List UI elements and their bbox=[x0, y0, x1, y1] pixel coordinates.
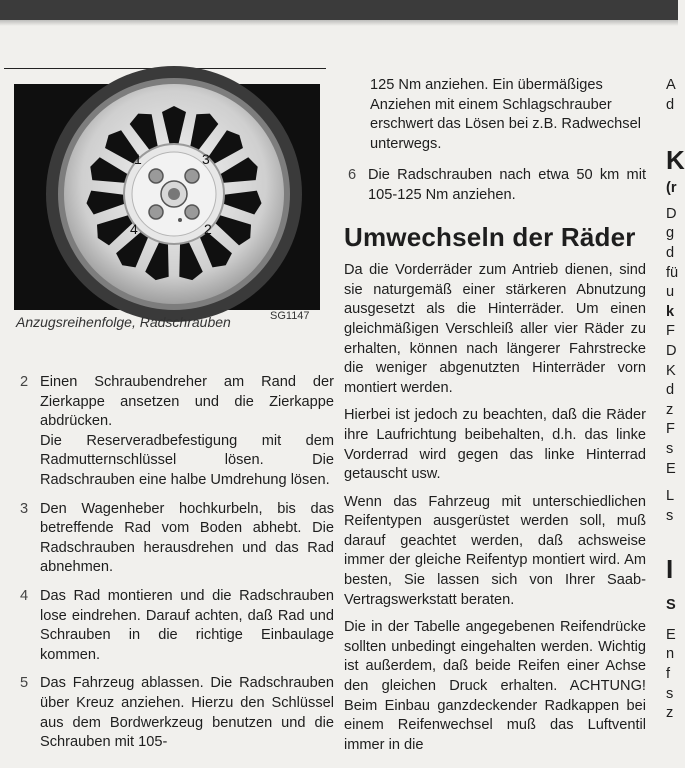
step-number: 3 bbox=[20, 500, 29, 517]
alloy-wheel-image bbox=[14, 84, 320, 310]
right-fragment bbox=[666, 115, 678, 145]
right-fragment: d bbox=[666, 244, 675, 261]
left-column bbox=[16, 373, 334, 762]
right-fragment bbox=[666, 526, 678, 540]
right-fragment bbox=[666, 540, 678, 554]
step-4 bbox=[16, 587, 334, 665]
right-fragment: s bbox=[666, 685, 674, 702]
right-fragment: g bbox=[666, 225, 675, 242]
right-fragment: z bbox=[666, 705, 674, 722]
step-text: Die Reserveradbefestigung mit dem Radmutternschlüssel lösen. Die Radschrauben eine halbe Umdrehung lösen. bbox=[40, 432, 334, 488]
step-6 bbox=[344, 166, 646, 205]
right-fragment: d bbox=[666, 96, 675, 113]
right-fragment: fü bbox=[666, 264, 679, 281]
step-number: 2 bbox=[20, 374, 29, 390]
right-column-cutoff bbox=[666, 76, 685, 724]
right-fragment: F bbox=[666, 421, 675, 438]
bolt-label-4: 4 bbox=[130, 221, 138, 237]
body-paragraph: Hierbei ist jedoch zu beachten, daß die Räder ihre Laufrichtung beibehalten, d.h. das linke Vorderrad wird gegen das linke Hinterrad getauscht usw. bbox=[344, 407, 646, 483]
step-text: Den Wagenheber hochkurbeln, bis das betreffende Rad vom Boden abhebt. Die Radschrauben herausdrehen und das Rad abnehmen. bbox=[40, 500, 334, 576]
figure-code: SG1147 bbox=[270, 310, 310, 322]
right-fragment: d bbox=[666, 382, 675, 399]
step-number: 6 bbox=[348, 167, 357, 184]
body-paragraph: Da die Vorderräder zum Antrieb dienen, sind sie naturgemäß einer stärkeren Abnutzung ausgesetzt als die Hinterräder. Um einen gleichmäßigen Verschleiß aller vier Räder zu erhalten, können nach längerer Fahrstrecke die weniger abgenutzten Hinterräder vorn montiert werden. bbox=[344, 262, 646, 396]
step-2 bbox=[16, 373, 334, 491]
step-5-continuation: 125 Nm anziehen. Ein übermäßiges Anziehen mit einem Schlagschrauber erschwert das Lösen bei z.B. Radwechsel unterwegs. bbox=[370, 77, 641, 152]
body-paragraph: Die in der Tabelle angegebenen Reifendrücke sollten unbedingt eingehalten werden. Wichtig ist außerdem, daß beide Reifen einer Achse den gleichen Druck erhalten. ACHTUNG! Beim Einbau ganzdeckender Radkappen bei einem Reifenwechsel muß das Luftventil immer in die bbox=[344, 619, 646, 753]
right-fragment: s bbox=[666, 507, 674, 524]
body-paragraph: Wenn das Fahrzeug mit unterschiedlichen Reifentypen ausgerüstet werden soll, muß darauf geachtet werden, daß achsweise immer der gleiche Reifentyp montiert wird. Am besten, Sie lassen sich von Ihrer Saab-Vertragswerkstatt beraten. bbox=[344, 493, 646, 608]
right-fragment: K bbox=[666, 362, 676, 379]
right-fragment: D bbox=[666, 205, 677, 222]
figure-caption: Anzugsreihenfolge, Radschrauben bbox=[16, 314, 231, 330]
right-fragment: E bbox=[666, 626, 676, 643]
middle-column bbox=[344, 76, 646, 763]
right-fragment bbox=[666, 584, 678, 596]
right-fragment: f bbox=[666, 666, 671, 683]
wheel-photo bbox=[14, 84, 320, 310]
step-3 bbox=[16, 500, 334, 578]
bolt-label-2: 2 bbox=[204, 221, 212, 237]
right-fragment bbox=[666, 616, 678, 626]
right-fragment: F bbox=[666, 323, 675, 340]
right-fragment bbox=[666, 479, 678, 487]
right-fragment: L bbox=[666, 488, 675, 505]
section-heading: Umwechseln der Räder bbox=[344, 221, 636, 252]
right-fragment: E bbox=[666, 460, 676, 477]
right-fragment: n bbox=[666, 646, 675, 663]
right-fragment: S bbox=[666, 597, 676, 614]
bolt-label-3: 3 bbox=[202, 151, 210, 167]
step-5 bbox=[16, 674, 334, 752]
step-text: Einen Schraubendreher am Rand der Zierkappe ansetzen und die Zierkappe abdrücken. bbox=[40, 374, 334, 430]
step-text: Das Rad montieren und die Radschrauben lose eindrehen. Darauf achten, daß Rad und Schrauben in die richtige Einbaulage kommen. bbox=[40, 587, 334, 663]
top-border-shadow bbox=[0, 20, 678, 26]
right-fragment: u bbox=[666, 284, 675, 301]
right-heading-fragment: I bbox=[666, 554, 674, 585]
right-fragment: (r bbox=[666, 180, 677, 197]
right-fragment: z bbox=[666, 401, 674, 418]
step-text: Die Radschrauben nach etwa 50 km mit 105-125 Nm anziehen. bbox=[368, 167, 646, 203]
right-heading-fragment: K bbox=[666, 145, 685, 176]
right-fragment: A bbox=[666, 77, 676, 93]
step-number: 5 bbox=[20, 675, 29, 692]
top-border bbox=[0, 0, 678, 20]
step-text: Das Fahrzeug ablassen. Die Radschrauben über Kreuz anziehen. Hierzu den Schlüssel aus dem Bordwerkzeug benutzen und die Schrauben mit 105- bbox=[40, 675, 334, 751]
right-fragment: k bbox=[666, 303, 675, 320]
step-number: 4 bbox=[20, 587, 29, 604]
right-fragment: s bbox=[666, 440, 674, 457]
bolt-label-1: 1 bbox=[134, 151, 142, 167]
right-fragment: D bbox=[666, 342, 677, 359]
